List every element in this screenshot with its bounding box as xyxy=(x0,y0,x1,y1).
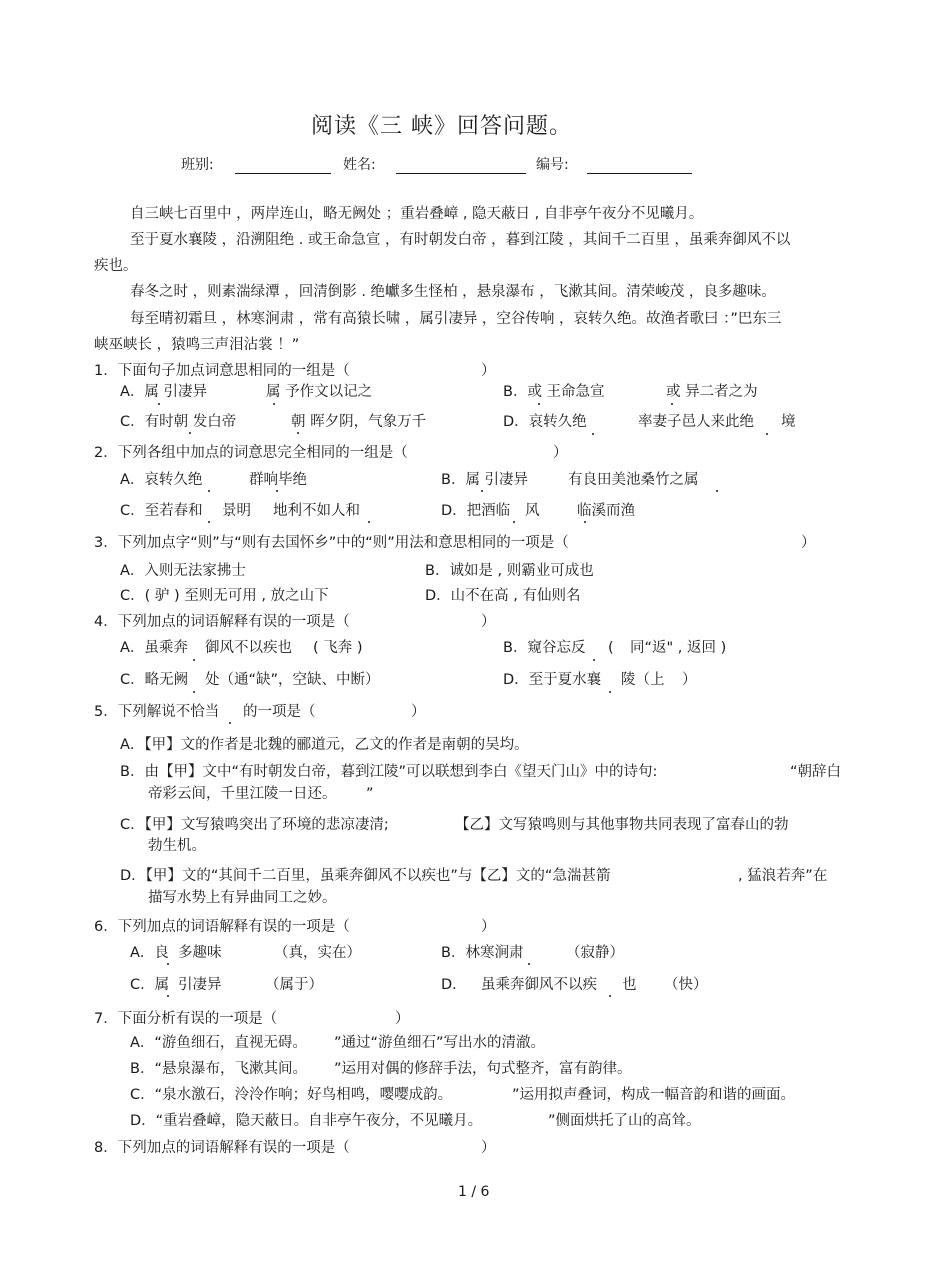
number-label: 编号: xyxy=(536,157,569,173)
emphasis-dot xyxy=(609,691,611,693)
page-number: 1 / 6 xyxy=(458,1184,490,1200)
option-7a: A．“游鱼细石，直视无碍。 xyxy=(130,1035,307,1051)
emphasis-dot xyxy=(167,995,169,997)
option-1c-compare: 朝 晖夕阴，气象万千 xyxy=(291,414,427,430)
question-2-stem: 2．下列各组中加点的词意思完全相同的一组是（ xyxy=(94,445,408,461)
name-blank[interactable] xyxy=(396,173,526,174)
emphasis-dot xyxy=(609,995,611,997)
emphasis-dot xyxy=(273,403,275,405)
question-3-close: ） xyxy=(801,535,816,551)
emphasis-dot xyxy=(193,691,195,693)
emphasis-dot xyxy=(592,433,594,435)
option-4b-paren: ( xyxy=(608,640,614,656)
option-6d-gloss: （快） xyxy=(664,977,708,993)
option-7b-cont: ”运用对偶的修辞手法，句式整齐，富有韵律。 xyxy=(334,1061,632,1077)
class-label: 班别: xyxy=(181,157,214,173)
option-6d-char: 也 xyxy=(622,977,637,993)
option-5c-end: 勃生机。 xyxy=(148,838,206,854)
option-6c-gloss: （属于） xyxy=(265,977,323,993)
option-5b-cont: 帝彩云间，千里江陵一日还。 xyxy=(148,786,337,802)
option-5d-end: 描写水势上有异曲同工之妙。 xyxy=(148,890,337,906)
option-5b-quote: “朝辞白 xyxy=(790,764,842,780)
option-2d-compare: 临溪而渔 xyxy=(577,503,635,519)
question-1-stem: 1．下面句子加点词意思相同的一组是（ xyxy=(94,363,350,379)
option-5d-cont: , 猛浪若奔”在 xyxy=(738,868,828,884)
option-1d: D．哀转久绝 xyxy=(503,414,587,430)
option-5b-end: ” xyxy=(366,786,374,802)
option-4d-gloss: 陵（上 xyxy=(621,672,665,688)
passage-line: 至于夏水襄陵 ，沿溯阻绝 . 或王命急宣 ，有时朝发白帝 ，暮到江陵 ，其间千二百里 ，虽乘奔御风不以 xyxy=(130,232,791,248)
emphasis-dot xyxy=(276,490,278,492)
option-5d: D．【甲】文的“其间千二百里，虽乘奔御风不以疾也”与【乙】文的“急湍甚箭 xyxy=(120,868,611,884)
option-2d-mid: 风 xyxy=(525,503,540,519)
emphasis-dot xyxy=(513,521,515,523)
option-2a-compare: 群响毕绝 xyxy=(249,472,307,488)
emphasis-dot xyxy=(189,432,191,434)
emphasis-dot xyxy=(193,659,195,661)
option-2b: B．属 引凄异 xyxy=(441,472,529,488)
option-7d: D．“重岩叠嶂，隐天蔽日。自非亭午夜分，不见曦月。 xyxy=(130,1113,483,1129)
option-2c-mid: 景明 xyxy=(222,503,251,519)
emphasis-dot xyxy=(671,403,673,405)
passage-line: 疾也。 xyxy=(94,258,138,274)
option-2c: C．至若春和 xyxy=(120,503,203,519)
option-5c: C．【甲】文写猿鸣突出了环境的悲凉凄清; xyxy=(120,817,389,833)
passage-line: 峡巫峡长 ，猿鸣三声泪沾裳 ！” xyxy=(94,337,300,353)
emphasis-dot xyxy=(716,490,718,492)
emphasis-dot xyxy=(368,521,370,523)
emphasis-dot xyxy=(593,659,595,661)
page-title: 阅读《三 峡》回答问题。 xyxy=(311,114,572,139)
option-1a: A．属 引凄异 xyxy=(120,384,208,400)
option-2c-compare: 地利不如人和 xyxy=(273,503,360,519)
option-4d: D．至于夏水襄 xyxy=(503,672,602,688)
option-7b: B．“悬泉瀑布，飞漱其间。 xyxy=(130,1061,307,1077)
class-blank[interactable] xyxy=(235,173,331,174)
emphasis-dot xyxy=(528,963,530,965)
option-6b: B．林寒涧肃 xyxy=(441,945,524,961)
option-5c-cont: 【乙】文写猿鸣则与其他事物共同表现了富春山的勃 xyxy=(455,817,789,833)
option-4c-gloss: 处（通“缺”，空缺、中断） xyxy=(205,672,380,688)
option-1b-compare: 或 异二者之为 xyxy=(666,384,758,400)
passage-line: 每至晴初霜旦 ，林寒涧肃 ，常有高猿长啸 ，属引凄异 ，空谷传响 ，哀转久绝。故渔者歌曰 ：”巴东三 xyxy=(130,311,782,327)
option-4a: A．虽乘奔 xyxy=(120,640,188,656)
question-4-close: ） xyxy=(481,614,496,630)
emphasis-dot xyxy=(297,432,299,434)
number-blank[interactable] xyxy=(587,173,692,174)
option-3c: C．( 驴 ) 至则无可用 , 放之山下 xyxy=(120,588,329,604)
option-6d-mid: 虽乘奔御风不以疾 xyxy=(481,977,597,993)
emphasis-dot xyxy=(481,490,483,492)
passage-line: 自三峡七百里中 ，两岸连山，略无阙处 ；重岩叠嶂 , 隐天蔽日 , 自非亭午夜分不见曦月。 xyxy=(130,206,704,222)
option-4a-mid: 御风不以疾也 xyxy=(205,640,292,656)
option-5a: A．【甲】文的作者是北魏的郦道元，乙文的作者是南朝的吴均。 xyxy=(120,737,529,753)
emphasis-dot xyxy=(229,722,231,724)
question-5-stem: 5．下列解说不恰当 xyxy=(94,704,220,720)
emphasis-dot xyxy=(584,521,586,523)
question-6-stem: 6．下列加点的词语解释有误的一项是（ xyxy=(94,919,350,935)
option-2d: D．把酒临 xyxy=(441,503,511,519)
emphasis-dot xyxy=(208,490,210,492)
option-1a-compare: 属 予作文以记之 xyxy=(266,384,373,400)
emphasis-dot xyxy=(208,521,210,523)
option-4b-gloss: 同“返" , 返回 ) xyxy=(630,640,727,656)
option-2a: A．哀转久绝 xyxy=(120,472,203,488)
option-2b-compare: 有良田美池桑竹之属 xyxy=(568,472,699,488)
option-7a-cont: ”通过“游鱼细石”写出水的清澈。 xyxy=(334,1035,546,1051)
option-4a-gloss: ( 飞奔 ) xyxy=(313,640,363,656)
option-1d-compare: 率妻子邑人来此绝 xyxy=(638,414,754,430)
option-1b: B．或 王命急宣 xyxy=(503,384,605,400)
option-7c: C．“泉水激石，泠泠作响；好鸟相鸣，嘤嘤成韵。 xyxy=(130,1087,453,1103)
option-3a: A．入则无法家拂士 xyxy=(120,563,246,579)
option-1c: C．有时朝 发白帝 xyxy=(120,414,237,430)
emphasis-dot xyxy=(158,403,160,405)
option-6a-mid: 多趣味 xyxy=(178,945,222,961)
question-6-close: ） xyxy=(481,919,496,935)
option-3b: B．诚如是 , 则霸业可成也 xyxy=(425,563,594,579)
question-7-stem: 7．下面分析有误的一项是（ xyxy=(94,1011,278,1027)
question-8-stem: 8．下列加点的词语解释有误的一项是（ xyxy=(94,1140,350,1156)
option-6d: D． xyxy=(441,977,467,993)
option-4b: B．窥谷忘反 xyxy=(503,640,586,656)
question-1-close: ） xyxy=(481,363,496,379)
option-3d: D．山不在高 , 有仙则名 xyxy=(425,588,581,604)
emphasis-dot xyxy=(167,963,169,965)
emphasis-dot xyxy=(538,403,540,405)
option-7c-cont: ”运用拟声叠词，构成一幅音韵和谐的画面。 xyxy=(512,1087,796,1103)
option-6a: A．良 xyxy=(130,945,169,961)
question-3-stem: 3．下列加点字“则”与“则有去国怀乡”中的“则”用法和意思相同的一项是（ xyxy=(94,535,569,551)
option-6a-gloss: （真，实在） xyxy=(274,945,361,961)
option-1d-tail: 境 xyxy=(781,414,796,430)
option-5b: B．由【甲】文中“有时朝发白帝，暮到江陵”可以联想到李白《望天门山》中的诗句: xyxy=(120,764,658,780)
option-4c: C．略无阙 xyxy=(120,672,189,688)
option-4d-close: ） xyxy=(682,672,697,688)
option-6c-mid: 引凄异 xyxy=(178,977,222,993)
name-label: 姓名: xyxy=(343,157,376,173)
question-8-close: ） xyxy=(481,1140,496,1156)
option-6c: C．属 xyxy=(130,977,170,993)
question-7-close: ） xyxy=(395,1011,410,1027)
passage-line: 春冬之时 ，则素湍绿潭 ，回清倒影 . 绝巘多生怪柏 ，悬泉瀑布 ，飞漱其间。清荣峻茂 ，良多趣味。 xyxy=(130,284,776,300)
question-5-close: ） xyxy=(411,704,426,720)
option-7d-cont: ”侧面烘托了山的高耸。 xyxy=(548,1113,701,1129)
question-5-stem-tail: 的一项是（ xyxy=(243,704,316,720)
question-2-close: ） xyxy=(553,445,568,461)
option-6b-gloss: （寂静） xyxy=(566,945,624,961)
emphasis-dot xyxy=(766,433,768,435)
question-4-stem: 4．下列加点的词语解释有误的一项是（ xyxy=(94,614,350,630)
